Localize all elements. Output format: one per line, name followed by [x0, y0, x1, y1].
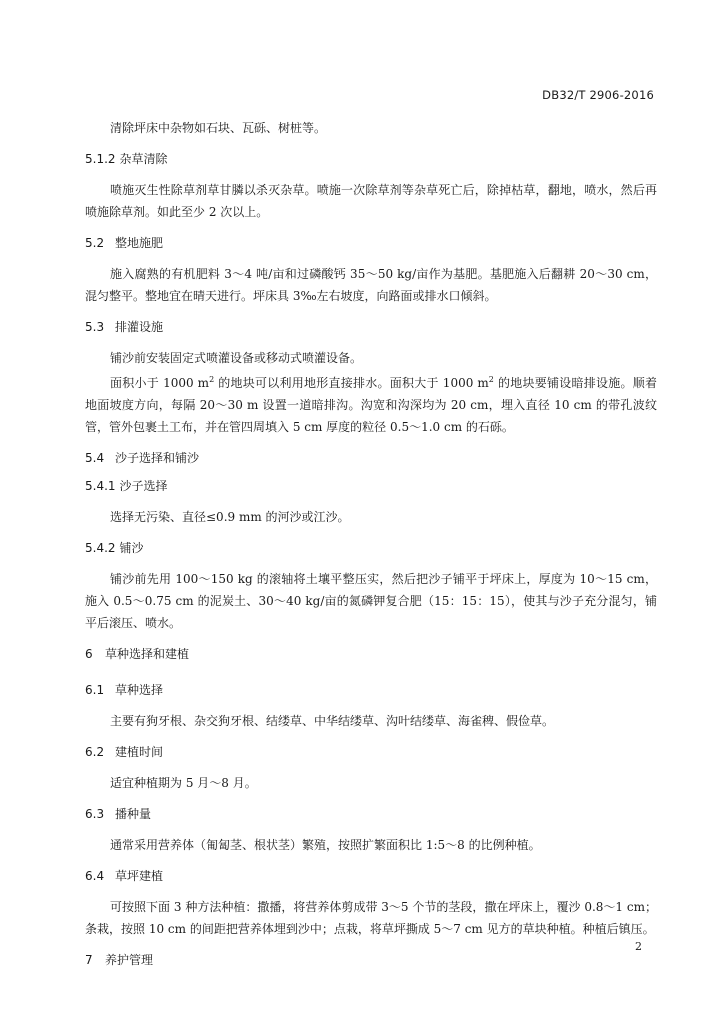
paragraph-6-1: 主要有狗牙根、杂交狗牙根、结缕草、中华结缕草、沟叶结缕草、海雀稗、假俭草。 — [110, 714, 555, 728]
heading-7 — [85, 952, 657, 968]
document-code: DB32/T 2906-2016 — [542, 88, 654, 102]
heading-6 — [85, 646, 657, 662]
paragraph-5-4-2: 铺沙前先用 100～150 kg 的滚轴将土壤平整压实，然后把沙子铺平于坪床上，厚度为 10～15 cm，施入 0.5～0.75 cm 的泥炭土、30～40 kg/亩的氮磷钾复合肥（15：15：15），使其与沙子充分混匀，铺平后滚压、喷水。 — [85, 572, 657, 630]
heading-5-3 — [85, 319, 657, 335]
heading-number: 6.2 — [85, 745, 105, 759]
heading-5-4 — [85, 450, 657, 466]
document-body — [85, 117, 657, 988]
superscript: 2 — [488, 375, 494, 384]
heading-title: 排灌设施 — [115, 320, 164, 334]
heading-6-1 — [85, 682, 657, 698]
heading-title: 草坪建植 — [115, 869, 164, 883]
superscript: 2 — [209, 375, 215, 384]
text-run: 的地块可以利用地形直接排水。面积大于 1000 m — [214, 376, 489, 390]
heading-number: 6.3 — [85, 807, 105, 821]
heading-title: 铺沙 — [119, 541, 144, 555]
page-number: 2 — [635, 940, 642, 953]
heading-6-4 — [85, 868, 657, 884]
heading-title: 沙子选择 — [119, 479, 168, 493]
heading-title: 草种选择 — [115, 683, 164, 697]
text-run: 的地块要铺设暗排设施。顺着地面坡度方向，每隔 20～30 m 设置一道暗排沟。沟宽和沟深均为 20 cm，埋入直径 10 cm 的带孔波纹管，管外包裹土工布，并在管四周填入 5 cm 厚度的粒径 0.5～1.0 cm 的石砾。 — [85, 376, 657, 434]
paragraph-6-3: 通常采用营养体（匍匐茎、根状茎）繁殖，按照扩繁面积比 1:5～8 的比例种植。 — [110, 838, 541, 852]
heading-title: 杂草清除 — [119, 152, 168, 166]
paragraph-5-4-1: 选择无污染、直径≤0.9 mm 的河沙或江沙。 — [110, 510, 350, 524]
heading-6-2 — [85, 744, 657, 760]
heading-number: 7 — [85, 953, 93, 967]
text-run: 面积小于 1000 m — [110, 376, 210, 390]
heading-6-3 — [85, 806, 657, 822]
heading-number: 5.3 — [85, 320, 105, 334]
paragraph-6-2: 适宜种植期为 5 月～8 月。 — [110, 776, 257, 790]
paragraph-5-2: 施入腐熟的有机肥料 3～4 吨/亩和过磷酸钙 35～50 kg/亩作为基肥。基肥施入后翻耕 20～30 cm，混匀整平。整地宜在晴天进行。坪床具 3‰左右坡度，向路面或排水口倾斜。 — [85, 267, 657, 303]
paragraph-5-3-a: 铺沙前安装固定式喷灌设备或移动式喷灌设备。 — [110, 351, 363, 365]
heading-5-1-2 — [85, 151, 657, 167]
paragraph-intro: 清除坪床中杂物如石块、瓦砾、树桩等。 — [110, 121, 327, 135]
heading-5-2 — [85, 235, 657, 251]
heading-number: 5.1.2 — [85, 152, 116, 166]
heading-number: 6.1 — [85, 683, 105, 697]
paragraph-6-4: 可按照下面 3 种方法种植：撒播，将营养体剪成带 3～5 个节的茎段，撒在坪床上，覆沙 0.8～1 cm；条栽，按照 10 cm 的间距把营养体埋到沙中；点栽，将草坪撕成 5～7 cm 见方的草块种植。种植后镇压。 — [85, 900, 657, 936]
heading-number: 6 — [85, 647, 93, 661]
heading-title: 整地施肥 — [115, 236, 164, 250]
heading-5-4-1 — [85, 478, 657, 494]
paragraph-5-3-b — [85, 369, 657, 438]
heading-title: 播种量 — [115, 807, 152, 821]
heading-title: 建植时间 — [115, 745, 164, 759]
heading-number: 5.4.1 — [85, 479, 116, 493]
heading-number: 6.4 — [85, 869, 105, 883]
heading-number: 5.4 — [85, 451, 105, 465]
paragraph-5-1-2: 喷施灭生性除草剂草甘膦以杀灭杂草。喷施一次除草剂等杂草死亡后，除掉枯草，翻地，喷水，然后再喷施除草剂。如此至少 2 次以上。 — [85, 183, 657, 219]
heading-5-4-2 — [85, 540, 657, 556]
heading-number: 5.4.2 — [85, 541, 116, 555]
heading-title: 草种选择和建植 — [105, 647, 190, 661]
heading-title: 沙子选择和铺沙 — [115, 451, 200, 465]
heading-number: 5.2 — [85, 236, 105, 250]
heading-title: 养护管理 — [105, 953, 154, 967]
